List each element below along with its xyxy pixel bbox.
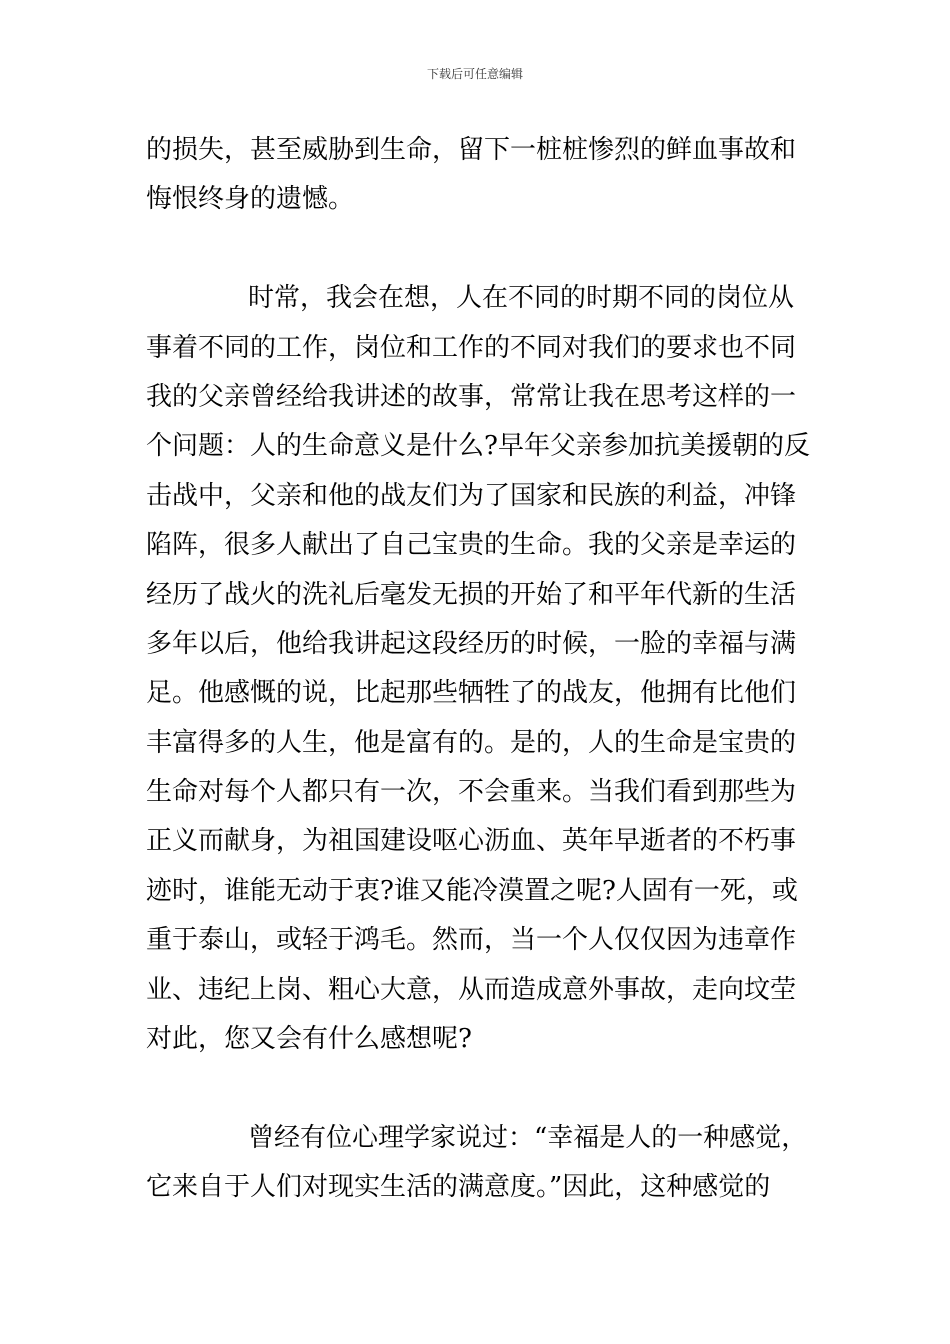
text-line: 重于泰山，或轻于鸿毛。然而，当一个人仅仅因为违章作 [146, 925, 797, 956]
paragraph-1 [146, 126, 826, 225]
text-line: 它来自于人们对现实生活的满意度。”因此，这种感觉的 [146, 1172, 771, 1203]
text-line: 个问题：人的生命意义是什么?早年父亲参加抗美援朝的反 [146, 431, 810, 462]
text-line: 悔恨终身的遗憾。 [146, 184, 355, 215]
paragraph-2 [146, 274, 826, 1064]
text-line: 时常，我会在想，人在不同的时期不同的岗位从 [248, 283, 795, 314]
paragraph-spacer [146, 225, 826, 274]
text-line: 的损失，甚至威胁到生命，留下一桩桩惨烈的鲜血事故和 [146, 135, 797, 165]
text-line: 对此，您又会有什么感想呢? [146, 1024, 472, 1055]
paragraph-3 [146, 1114, 826, 1213]
text-line: 迹时，谁能无动于衷?谁又能冷漠置之呢?人固有一死，或 [146, 875, 798, 906]
body-text [146, 126, 826, 1213]
text-line: 我的父亲曾经给我讲述的故事，常常让我在思考这样的一 [146, 381, 797, 412]
text-line: 击战中，父亲和他的战友们为了国家和民族的利益，冲锋 [146, 480, 797, 511]
text-line: 生命对每个人都只有一次，不会重来。当我们看到那些为 [146, 777, 797, 808]
text-line: 丰富得多的人生，他是富有的。是的，人的生命是宝贵的 [146, 727, 797, 758]
page-header: 下载后可任意编辑 [426, 67, 523, 81]
text-line: 陷阵，很多人献出了自己宝贵的生命。我的父亲是幸运的 [146, 530, 797, 561]
text-line: 多年以后，他给我讲起这段经历的时候，一脸的幸福与满 [146, 628, 797, 659]
text-line: 足。他感慨的说，比起那些牺牲了的战友，他拥有比他们 [146, 678, 797, 709]
text-line: 事着不同的工作，岗位和工作的不同对我们的要求也不同 [146, 332, 797, 363]
text-line: 经历了战火的洗礼后毫发无损的开始了和平年代新的生活 [146, 579, 797, 610]
text-line: 业、违纪上岗、粗心大意，从而造成意外事故，走向坟茔 [146, 974, 797, 1005]
paragraph-spacer [146, 1064, 826, 1113]
text-line: 正义而献身，为祖国建设呕心沥血、英年早逝者的不朽事 [146, 826, 797, 857]
text-line: 曾经有位心理学家说过：“幸福是人的一种感觉， [248, 1122, 808, 1153]
